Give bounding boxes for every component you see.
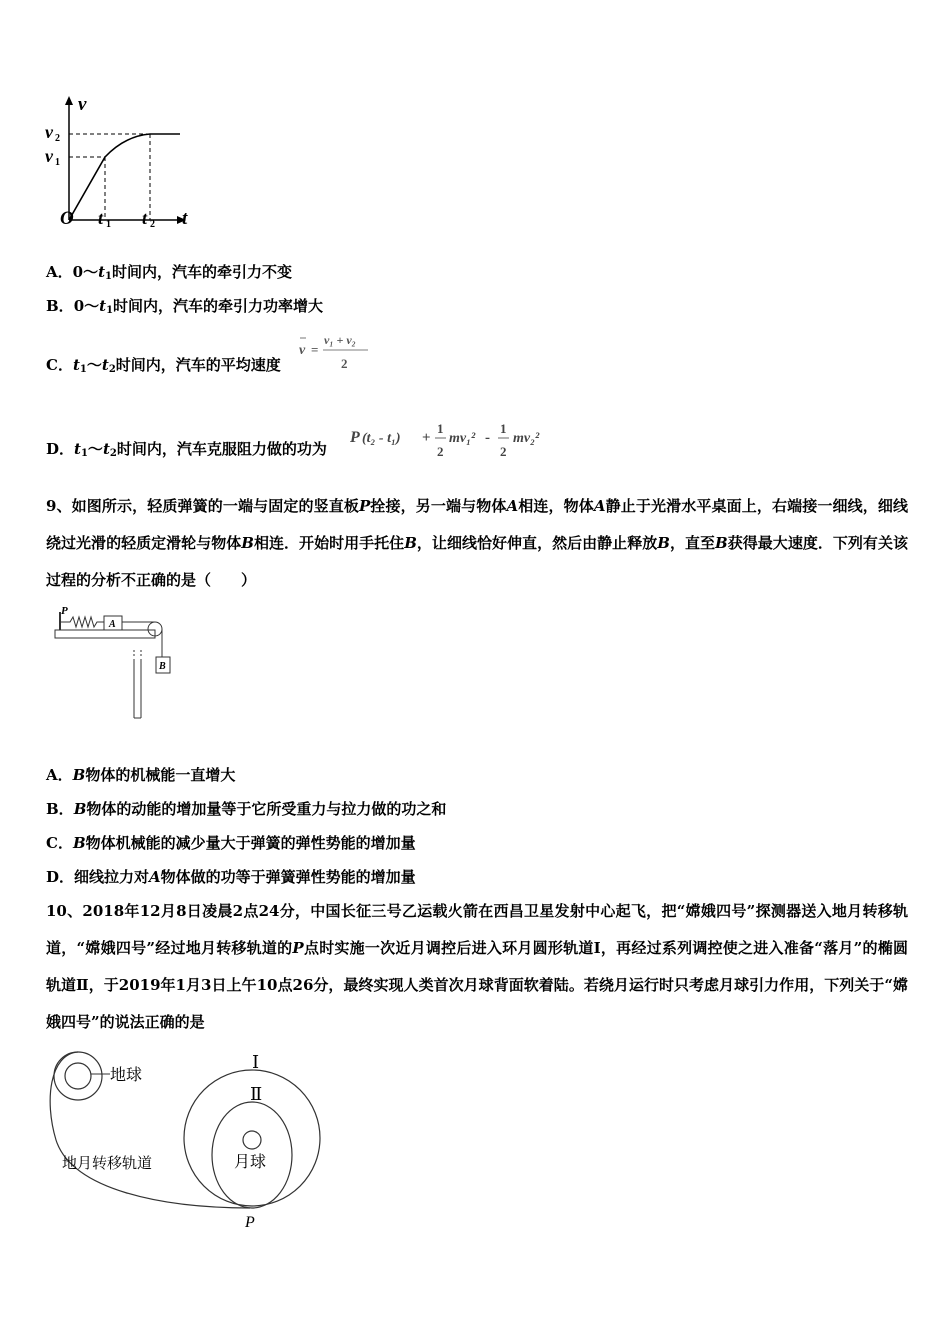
transfer-orbit <box>50 1052 250 1208</box>
label-p: P <box>61 605 68 617</box>
label-b: B <box>159 661 166 672</box>
q9-stem: 9、如图所示，轻质弹簧的一端与固定的竖直板P拴接，另一端与物体A相连，物体A静止于光滑水平桌面上，右端接一细线，细线绕过光滑的轻质定滑轮与物体B相连．开始时用手托住B，让细线恰好伸直，然后由静止释放B，直至B获得最大速度．下列有关该过程的分析不正确的是（ ） <box>46 497 908 589</box>
option-label: D． <box>46 440 75 458</box>
earth-outer <box>54 1052 102 1100</box>
t2-sub: 2 <box>150 219 155 230</box>
vt-graph <box>40 92 200 232</box>
svg-text:1: 1 <box>500 421 507 436</box>
q8-option-d[interactable]: D．$t_1\sim t_2$时间内，汽车克服阻力做的功为 <box>46 440 327 459</box>
svg-text:+: + <box>422 430 431 446</box>
t2-label: t <box>142 208 148 228</box>
y-axis-arrow <box>65 96 73 105</box>
label-a: A <box>109 619 116 630</box>
svg-text:2: 2 <box>500 444 507 459</box>
label-earth: 地球 <box>110 1067 143 1084</box>
y-axis-label: v <box>78 94 87 115</box>
t1-sub: 1 <box>106 219 111 230</box>
svg-text:P: P <box>350 429 360 446</box>
spring-pulley-diagram <box>50 604 180 724</box>
q9-option-b[interactable]: B．B物体的动能的增加量等于它所受重力与拉力做的功之和 <box>46 800 447 818</box>
label-transfer-orbit: 地月转移轨道 <box>62 1156 153 1172</box>
v2-sub: 2 <box>55 133 60 144</box>
option-label: C． <box>46 356 73 374</box>
label-orbit-i: Ⅰ <box>252 1052 260 1072</box>
option-label: B． <box>46 800 74 818</box>
label-orbit-ii: Ⅱ <box>250 1084 263 1104</box>
svg-text:v₁ + v₂: v₁ + v₂ <box>324 333 356 347</box>
svg-text:=: = <box>311 342 319 357</box>
q8-option-a[interactable]: A．$0\sim t_1$时间内，汽车的牵引力不变 <box>46 263 292 282</box>
t1-label: t <box>98 208 104 228</box>
svg-text:v: v <box>299 343 306 358</box>
svg-text:mv₂²: mv₂² <box>513 431 540 446</box>
x-axis-label: t <box>182 208 188 229</box>
origin-label: O <box>60 208 74 229</box>
v2-label: v <box>45 122 53 142</box>
label-moon: 月球 <box>234 1154 267 1171</box>
svg-text:2: 2 <box>437 444 444 459</box>
q10-stem: 10、2018年12月8日凌晨2点24分，中国长征三号乙运载火箭在西昌卫星发射中心起飞，把“嫦娥四号”探测器送入地月转移轨道，“嫦娥四号”经过地月转移轨道的P点时实施一次近月调控后进入环月圆形轨道Ⅰ，再经过系列调控使之进入准备“落月”的椭圆轨道Ⅱ，于2019年1月3日上午10点26分，最终实现人类首次月球背面软着陆。若绕月运行时只考虑月球引力作用，下列关于“嫦娥四号”的说法正确的是 <box>46 902 908 1031</box>
q9-option-d[interactable]: D．细线拉力对A物体做的功等于弹簧弹性势能的增加量 <box>46 868 416 886</box>
spring <box>60 617 104 627</box>
q8-option-c[interactable]: C．$t_1\sim t_2$时间内，汽车的平均速度 <box>46 356 281 375</box>
moon <box>243 1131 261 1149</box>
table-top <box>55 630 155 638</box>
svg-text:1: 1 <box>437 421 444 436</box>
q9-option-a[interactable]: A．B物体的机械能一直增大 <box>46 766 236 784</box>
v1-label: v <box>45 146 53 166</box>
option-label: B． <box>46 297 74 315</box>
option-label: D． <box>46 868 75 886</box>
q9-option-c[interactable]: C．B物体机械能的减少量大于弹簧的弹性势能的增加量 <box>46 834 416 852</box>
formula-work <box>348 418 558 462</box>
svg-text:(t₂ - t₁): (t₂ - t₁) <box>362 431 401 446</box>
label-p: P <box>245 1214 255 1231</box>
svg-text:mv₁²: mv₁² <box>449 431 476 446</box>
lunar-orbit-diagram <box>42 1040 342 1240</box>
vt-curve <box>69 134 180 220</box>
v1-sub: 1 <box>55 157 60 168</box>
option-label: A． <box>46 263 73 281</box>
formula-average-velocity <box>296 330 376 374</box>
option-label: A． <box>46 766 73 784</box>
svg-text:-: - <box>485 430 490 446</box>
svg-text:2: 2 <box>341 356 348 371</box>
q8-option-b[interactable]: B．$0\sim t_1$时间内，汽车的牵引力功率增大 <box>46 297 324 316</box>
option-label: C． <box>46 834 73 852</box>
earth-inner <box>65 1063 91 1089</box>
